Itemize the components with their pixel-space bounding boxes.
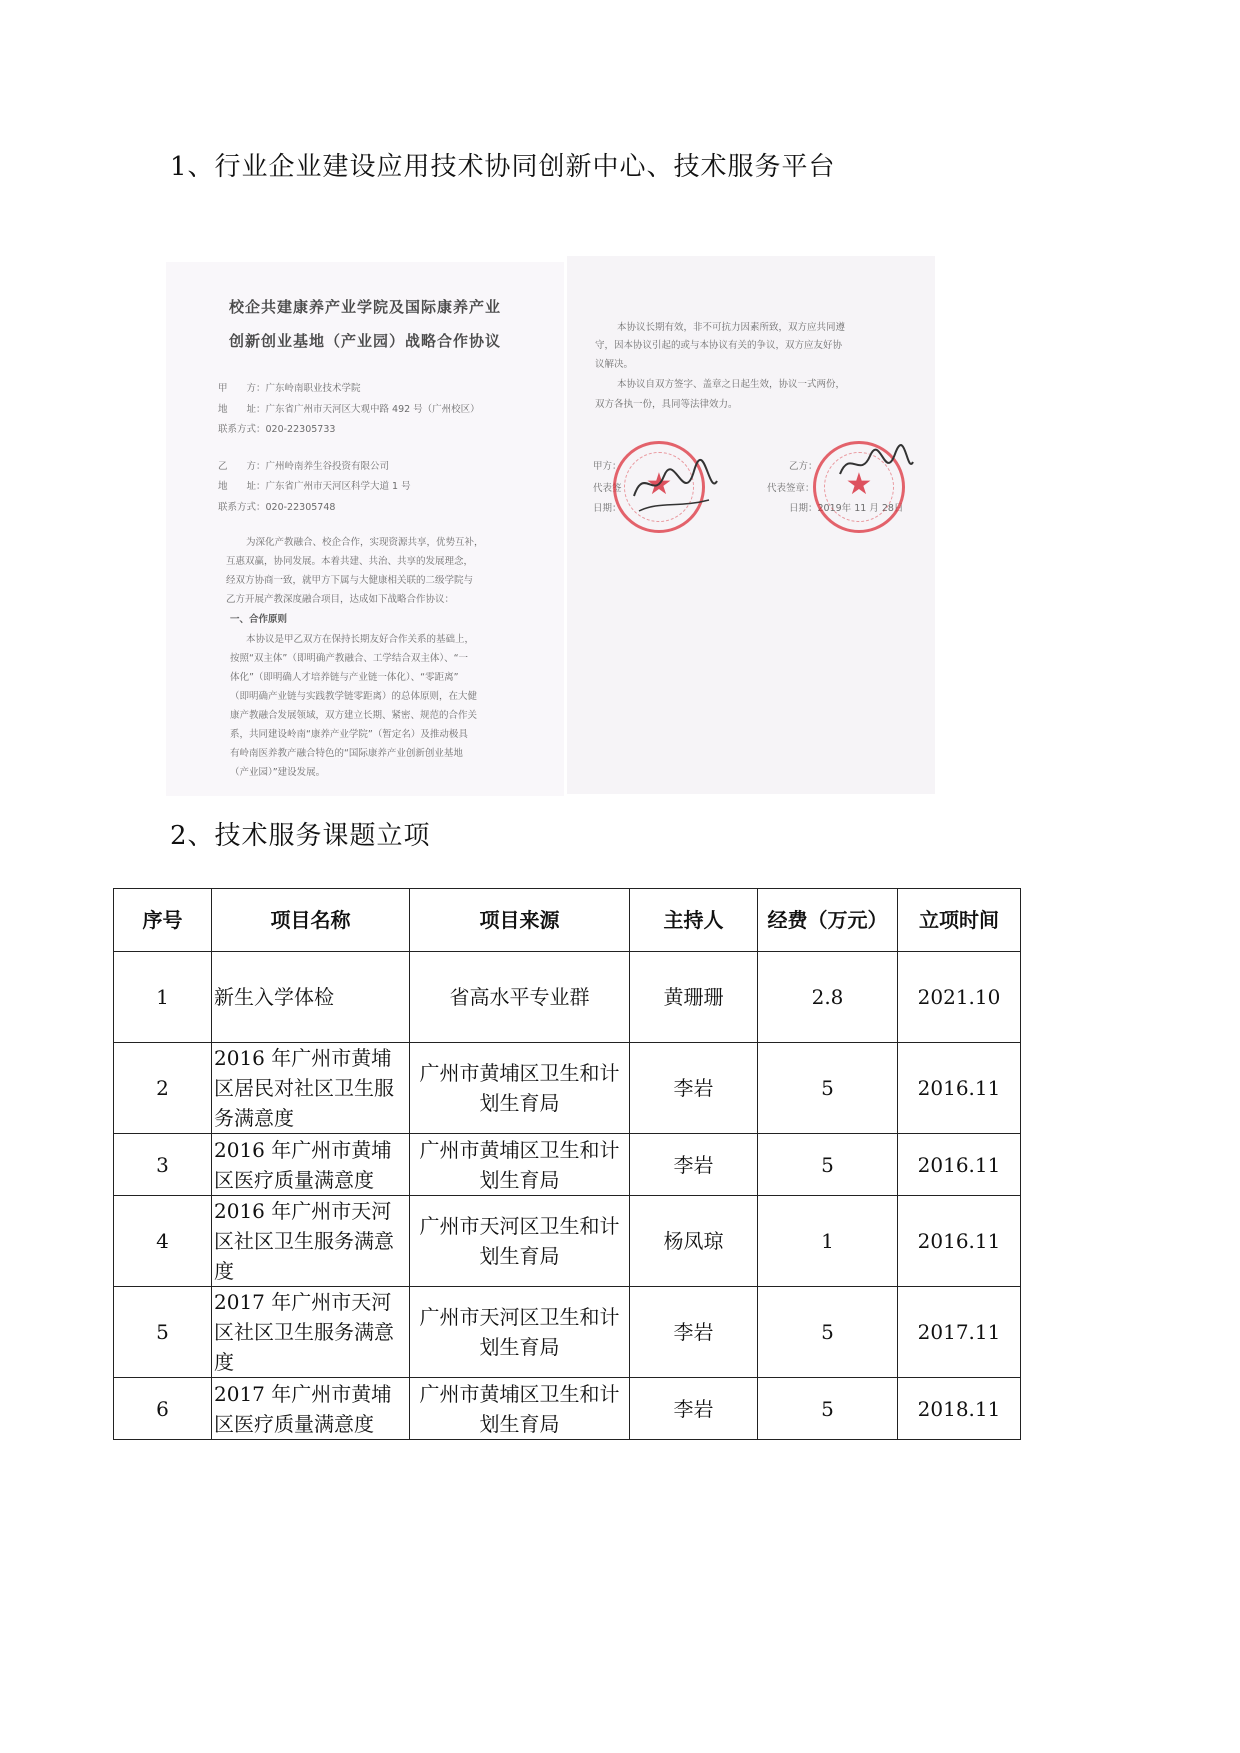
col-header-number: 序号 (114, 889, 212, 952)
cell-funding: 5 (758, 1378, 898, 1440)
cell-project-source: 广州市黄埔区卫生和计划生育局 (410, 1378, 630, 1440)
party-a-contact: 联系方式：020-22305733 (218, 424, 336, 435)
table-row (114, 1196, 1021, 1287)
col-header-project-name: 项目名称 (212, 889, 410, 952)
col-header-project-source: 项目来源 (410, 889, 630, 952)
terms-line5: 双方各执一份，具同等法律效力。 (595, 399, 738, 410)
party-a-rep-label: 代表签 (593, 483, 622, 494)
party-a-date-label: 日期： (593, 503, 622, 514)
cell-funding: 2.8 (758, 952, 898, 1043)
terms-line3: 议解决。 (595, 359, 634, 370)
cell-project-source: 广州市天河区卫生和计划生育局 (410, 1287, 630, 1378)
cell-project-source: 省高水平专业群 (410, 952, 630, 1043)
cell-number: 5 (114, 1287, 212, 1378)
cell-date: 2016.11 (898, 1196, 1021, 1287)
cell-host: 李岩 (630, 1378, 758, 1440)
cell-number: 3 (114, 1134, 212, 1196)
agreement-scan-right (567, 256, 935, 794)
para2-line4: （即明确产业链与实践教学链零距离）的总体原则，在大健 (230, 691, 478, 702)
section2-heading: 2、技术服务课题立项 (170, 821, 431, 851)
cell-host: 杨凤琼 (630, 1196, 758, 1287)
para2-line3: 体化”（即明确人才培养链与产业链一体化）、“零距离” (230, 672, 459, 683)
cell-project-name: 2016 年广州市黄埔区居民对社区卫生服务满意度 (212, 1043, 410, 1134)
cell-funding: 5 (758, 1043, 898, 1134)
cell-project-name: 2016 年广州市黄埔区医疗质量满意度 (212, 1134, 410, 1196)
cell-date: 2016.11 (898, 1043, 1021, 1134)
party-a: 甲 方：广东岭南职业技术学院 (218, 383, 361, 394)
cell-project-source: 广州市黄埔区卫生和计划生育局 (410, 1043, 630, 1134)
para1-line3: 经双方协商一致，就甲方下属与大健康相关联的二级学院与 (226, 575, 474, 586)
table-row (114, 1134, 1021, 1196)
party-b-signature (835, 444, 915, 494)
para2-line5: 康产教融合发展领域，双方建立长期、紧密、规范的合作关 (230, 710, 478, 721)
party-b-sign-label: 乙方： (789, 461, 818, 472)
party-a-seal: ★ (613, 441, 705, 533)
cell-number: 2 (114, 1043, 212, 1134)
cell-project-name: 2017 年广州市黄埔区医疗质量满意度 (212, 1378, 410, 1440)
terms-line4: 本协议自双方签字、盖章之日起生效，协议一式两份， (617, 379, 846, 390)
agreement-title-line2: 创新创业基地（产业园）战略合作协议 (228, 332, 501, 350)
para2-line8: （产业园）”建设发展。 (230, 767, 326, 778)
party-a-address: 地 址：广东省广州市天河区大观中路 492 号（广州校区） (218, 404, 480, 415)
party-a-sign-label: 甲方： (593, 461, 622, 472)
cell-host: 李岩 (630, 1043, 758, 1134)
party-b-address: 地 址：广东省广州市天河区科学大道 1 号 (218, 481, 411, 492)
para2-line2: 按照“双主体”（即明确产教融合、工学结合双主体）、“一 (230, 653, 469, 664)
agreement-scan-left (166, 262, 564, 796)
para2-line6: 系，共同建设岭南“康养产业学院”（暂定名）及推动极具 (230, 729, 468, 740)
terms-line1: 本协议长期有效，非不可抗力因素所致，双方应共同遵 (617, 322, 846, 333)
para2-line7: 有岭南医养教产融合特色的“国际康养产业创新创业基地 (230, 748, 463, 759)
cell-project-source: 广州市黄埔区卫生和计划生育局 (410, 1134, 630, 1196)
party-a-signature (629, 456, 719, 516)
table-header-row (114, 889, 1021, 952)
col-header-date: 立项时间 (898, 889, 1021, 952)
cell-host: 李岩 (630, 1134, 758, 1196)
party-b-date: 日期：2019年 11 月 28日 (789, 503, 904, 514)
party-b-contact: 联系方式：020-22305748 (218, 502, 336, 513)
cell-number: 1 (114, 952, 212, 1043)
cell-date: 2017.11 (898, 1287, 1021, 1378)
party-b-rep-label: 代表签章： (767, 483, 815, 494)
cell-host: 黄珊珊 (630, 952, 758, 1043)
cell-date: 2016.11 (898, 1134, 1021, 1196)
col-header-host: 主持人 (630, 889, 758, 952)
cell-number: 6 (114, 1378, 212, 1440)
table-row (114, 1287, 1021, 1378)
para1-line4: 乙方开展产教深度融合项目，达成如下战略合作协议： (226, 594, 455, 605)
cell-date: 2021.10 (898, 952, 1021, 1043)
cell-host: 李岩 (630, 1287, 758, 1378)
terms-line2: 守，因本协议引起的或与本协议有关的争议，双方应友好协 (595, 340, 843, 351)
cell-project-name: 2017 年广州市天河区社区卫生服务满意度 (212, 1287, 410, 1378)
cell-project-source: 广州市天河区卫生和计划生育局 (410, 1196, 630, 1287)
technical-service-projects-table (113, 888, 1021, 1440)
party-b-seal: ★ (813, 441, 905, 533)
cell-date: 2018.11 (898, 1378, 1021, 1440)
cooperation-principle-heading: 一、合作原则 (230, 614, 288, 625)
section1-heading: 1、行业企业建设应用技术协同创新中心、技术服务平台 (170, 152, 836, 182)
para1-line1: 为深化产教融合、校企合作，实现资源共享，优势互补， (246, 537, 484, 548)
para1-line2: 互惠双赢，协同发展。本着共建、共治、共享的发展理念， (226, 556, 474, 567)
table-row (114, 1043, 1021, 1134)
table-row (114, 952, 1021, 1043)
cell-project-name: 2016 年广州市天河区社区卫生服务满意度 (212, 1196, 410, 1287)
party-b: 乙 方：广州岭南养生谷投资有限公司 (218, 461, 390, 472)
para2-line1: 本协议是甲乙双方在保持长期友好合作关系的基础上， (246, 634, 475, 645)
cell-project-name: 新生入学体检 (212, 952, 410, 1043)
cell-funding: 5 (758, 1134, 898, 1196)
cell-funding: 5 (758, 1287, 898, 1378)
cell-funding: 1 (758, 1196, 898, 1287)
cell-number: 4 (114, 1196, 212, 1287)
col-header-funding: 经费（万元） (758, 889, 898, 952)
agreement-title-line1: 校企共建康养产业学院及国际康养产业 (228, 298, 501, 316)
table-row (114, 1378, 1021, 1440)
